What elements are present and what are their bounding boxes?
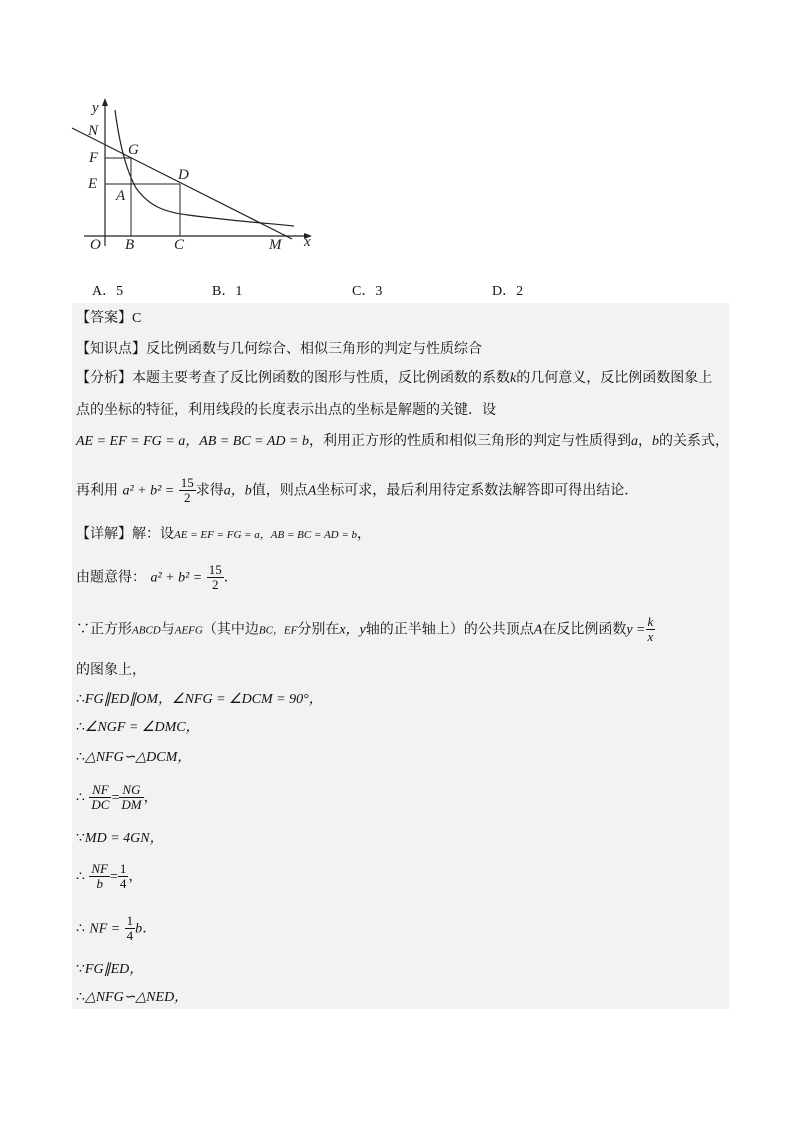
s7-num-2: 1 [119, 861, 127, 876]
analysis-text-3: ，利用正方形的性质和相似三角形的判定与性质得到 [308, 433, 631, 449]
detail-step-4 [76, 747, 191, 768]
analysis-text-2: 点的坐标的特征，利用线段的长度表示出点的坐标是解题的关键．设 [76, 402, 496, 418]
s1-axes: 轴的正半轴上）的公共顶点 [365, 621, 534, 638]
s3-text: ∠NGF = ∠DMC， [84, 720, 200, 735]
detail-intro-math: AE = EF = FG = a，AB = BC = AD = b [174, 529, 358, 541]
detail-step-7 [76, 862, 142, 891]
analysis-text-3-end: 的关系式， [658, 433, 729, 449]
option-a[interactable]: A．5 [92, 284, 124, 299]
answer-line [76, 308, 141, 329]
analysis-tag: 【分析】 [76, 370, 132, 386]
label-f: F [89, 150, 99, 166]
s1-x: x [647, 629, 654, 644]
therefore-symbol: ∴ [76, 789, 85, 806]
therefore-symbol: ∴ [76, 749, 85, 765]
analysis-line-3 [76, 431, 729, 452]
detail-step-10 [76, 987, 188, 1008]
detail-intro-end: ， [357, 526, 372, 542]
s7-den-2: 4 [119, 876, 127, 891]
option-b[interactable]: B．1 [212, 284, 243, 299]
given-fraction [207, 563, 224, 592]
analysis-sep: ， [637, 433, 652, 449]
analysis-k: k [510, 371, 517, 386]
s8-pre: NF = [89, 921, 121, 937]
knowledge-line [76, 339, 482, 359]
s7-den-1: b [89, 876, 110, 891]
s7-fraction-1 [89, 862, 110, 891]
analysis-expr: a² + b² = [122, 483, 175, 499]
fraction-numerator: 15 [180, 475, 194, 490]
therefore-symbol: ∴ [76, 868, 85, 885]
s7-eq: = [110, 869, 118, 885]
s1-mid: （其中边 [202, 621, 259, 638]
detail-given [76, 563, 238, 592]
s1-pre: ∵正方形 [76, 621, 132, 638]
s5-end: ， [143, 789, 158, 806]
s5-den-1: DC [91, 797, 110, 812]
answer-tag: 【答案】 [76, 310, 132, 326]
s5-den-2: DM [121, 797, 142, 812]
s7-end: ， [128, 868, 143, 885]
analysis-line-1 [76, 368, 712, 389]
detail-step-1b [76, 660, 146, 680]
analysis-vals: a，b [223, 483, 252, 499]
s1-bc: BC，EF [258, 624, 298, 637]
analysis-text-4-mid: 求得 [195, 482, 224, 499]
s8-den: 4 [126, 928, 134, 943]
label-d: D [178, 167, 189, 183]
s1-k: k [647, 614, 654, 629]
option-d[interactable]: D．2 [492, 284, 524, 299]
y-axis-arrow [102, 98, 108, 106]
s7-fraction-2 [118, 862, 129, 891]
analysis-math-3: AE = EF = FG = a，AB = BC = AD = b [76, 434, 309, 449]
s1-fraction [646, 615, 656, 644]
s5-num-1: NF [92, 782, 109, 797]
analysis-text-4-pre: 再利用 [76, 482, 118, 499]
label-y: y [92, 100, 99, 116]
label-o: O [90, 237, 101, 253]
detail-step-2 [76, 689, 323, 710]
analysis-point-a: A [307, 483, 317, 499]
s1-y: y = [626, 622, 646, 638]
s5-fraction-2 [119, 783, 143, 812]
geometry-figure [64, 96, 334, 256]
label-g: G [128, 142, 139, 158]
s5-num-2: NG [122, 782, 141, 797]
hyperbola-curve [115, 110, 294, 226]
because-symbol: ∵ [76, 961, 85, 977]
detail-step-9 [76, 959, 143, 980]
s8-num: 1 [126, 913, 134, 928]
s1-on: 分别在 [297, 621, 340, 638]
analysis-line-4 [76, 476, 638, 505]
s1-with: 与 [160, 621, 175, 638]
therefore-symbol: ∴ [76, 691, 85, 707]
analysis-var-b: b [651, 434, 659, 449]
analysis-line-2 [76, 400, 496, 420]
s1-abcd: ABCD [132, 624, 161, 637]
s1-aefg: AEFG [174, 624, 203, 637]
analysis-text-1: 本题主要考查了反比例函数的图形与性质，反比例函数的系数 [132, 370, 510, 386]
knowledge-tag: 【知识点】 [76, 341, 146, 357]
label-b: B [125, 237, 135, 253]
therefore-symbol: ∴ [76, 920, 85, 937]
s1b-text: 的图象上， [76, 662, 146, 678]
analysis-text-4-post: 值，则点 [251, 482, 308, 499]
detail-line-1 [76, 524, 371, 545]
label-e: E [88, 176, 98, 192]
therefore-symbol: ∴ [76, 989, 85, 1005]
detail-step-8 [76, 914, 156, 943]
s1-xy: x，y [339, 622, 366, 638]
analysis-var-a: a [630, 434, 638, 449]
detail-step-3 [76, 717, 200, 738]
detail-step-6 [76, 828, 164, 849]
because-symbol: ∵ [76, 830, 85, 846]
s5-eq: = [111, 790, 120, 806]
s2-text: FG∥ED∥OM，∠NFG = ∠DCM = 90°， [84, 692, 323, 707]
s9-text: FG∥ED， [84, 962, 144, 977]
label-c: C [174, 237, 185, 253]
knowledge-text: 反比例函数与几何综合、相似三角形的判定与性质综合 [146, 341, 482, 357]
answer-value: C [132, 311, 142, 326]
s1-in: 在反比例函数 [542, 621, 627, 638]
s7-num-1: NF [91, 861, 108, 876]
option-c[interactable]: C．3 [352, 284, 383, 299]
label-m: M [269, 237, 282, 253]
s6-text: MD = 4GN， [84, 831, 164, 846]
analysis-text-4-end: 坐标可求，最后利用待定系数法解答即可得出结论． [316, 482, 639, 499]
label-a: A [116, 188, 126, 204]
s8-fraction [125, 914, 136, 943]
detail-step-5 [76, 783, 158, 812]
s4-text: △NFG∽△DCM， [84, 750, 192, 765]
label-n: N [88, 123, 99, 139]
given-expr: a² + b² = [150, 570, 203, 586]
given-numerator: 15 [208, 562, 222, 577]
s10-text: △NFG∽△NED， [84, 990, 189, 1005]
analysis-fraction [179, 476, 196, 505]
detail-tag: 【详解】 [76, 526, 132, 542]
label-x: x [304, 234, 311, 250]
therefore-symbol: ∴ [76, 719, 85, 735]
s1-point-a: A [533, 622, 543, 638]
detail-step-1 [76, 615, 655, 644]
s8-post: b． [135, 921, 157, 937]
given-end: ． [223, 569, 238, 586]
fraction-denominator: 2 [179, 490, 196, 505]
analysis-text-1b: 的几何意义，反比例函数图象上 [516, 370, 713, 386]
detail-intro: 解：设 [132, 526, 174, 542]
s5-fraction-1 [89, 783, 111, 812]
given-denominator: 2 [207, 577, 224, 592]
given-pre: 由题意得： [76, 569, 146, 586]
